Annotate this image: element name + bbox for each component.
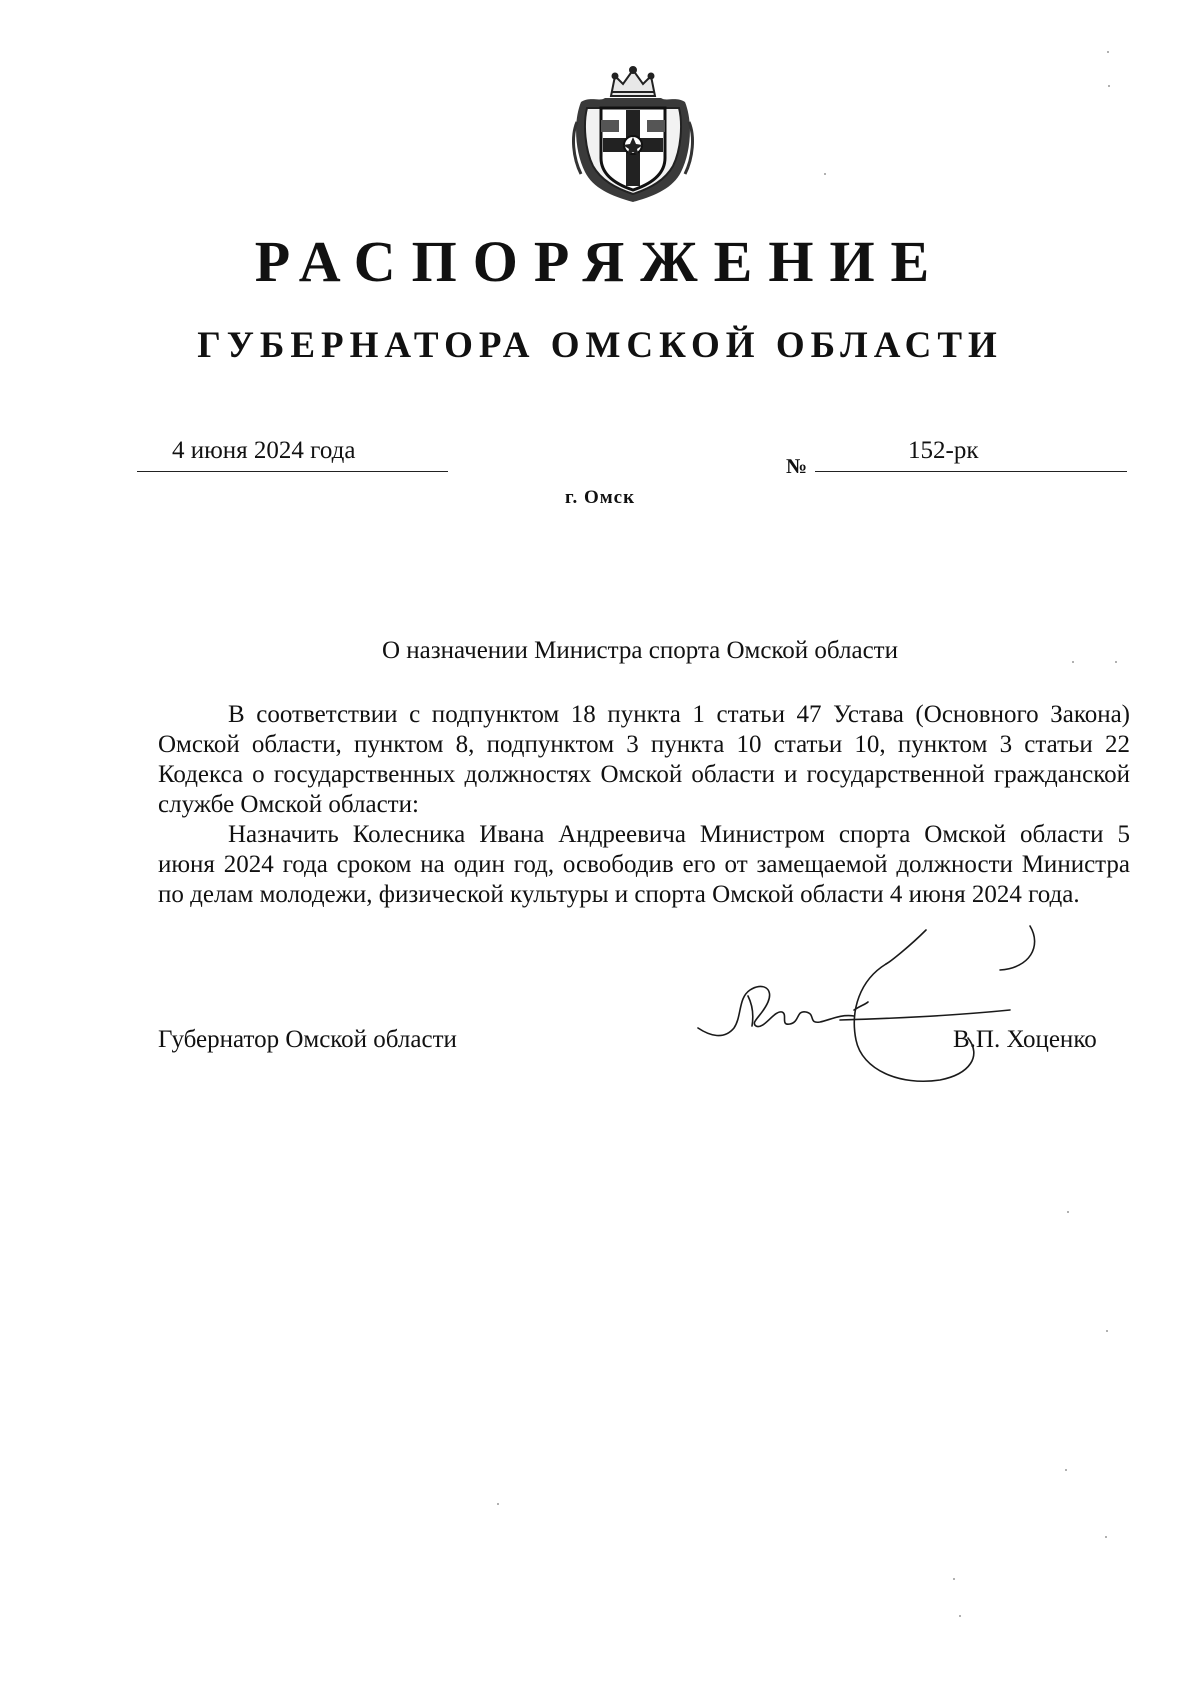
document-heading: О назначении Министра спорта Омской области — [382, 637, 898, 664]
document-number: 152-рк — [908, 437, 979, 464]
document-city: г. Омск — [564, 487, 636, 508]
document-date: 4 июня 2024 года — [172, 437, 356, 464]
body-paragraph: Назначить Колесника Ивана Андреевича Министром спорта Омской области 5 июня 2024 года сроком на один год, освободив его от замещаемой должности Министра по делам молодежи, физической культуры и спорта Омской области 4 июня 2024 года. — [158, 821, 1130, 908]
signer-role: Губернатор Омской области — [158, 1026, 457, 1053]
body-paragraph: В соответствии с подпунктом 18 пункта 1 статьи 47 Устава (Основного Закона) Омской области, пунктом 8, подпунктом 3 пункта 10 статьи 10, пунктом 3 статьи 22 Кодекса о государственных должностях Омской области и государственной гражданской службе Омской области: — [158, 701, 1130, 818]
document-body — [158, 700, 1130, 910]
document-title: РАСПОРЯЖЕНИЕ — [254, 229, 946, 294]
coat-of-arms-icon — [571, 62, 695, 205]
number-sign: № — [786, 454, 808, 478]
signer-name: В.П. Хоценко — [953, 1026, 1097, 1053]
document-subtitle: ГУБЕРНАТОРА ОМСКОЙ ОБЛАСТИ — [197, 325, 1003, 366]
handwritten-signature-icon — [690, 910, 1070, 1100]
